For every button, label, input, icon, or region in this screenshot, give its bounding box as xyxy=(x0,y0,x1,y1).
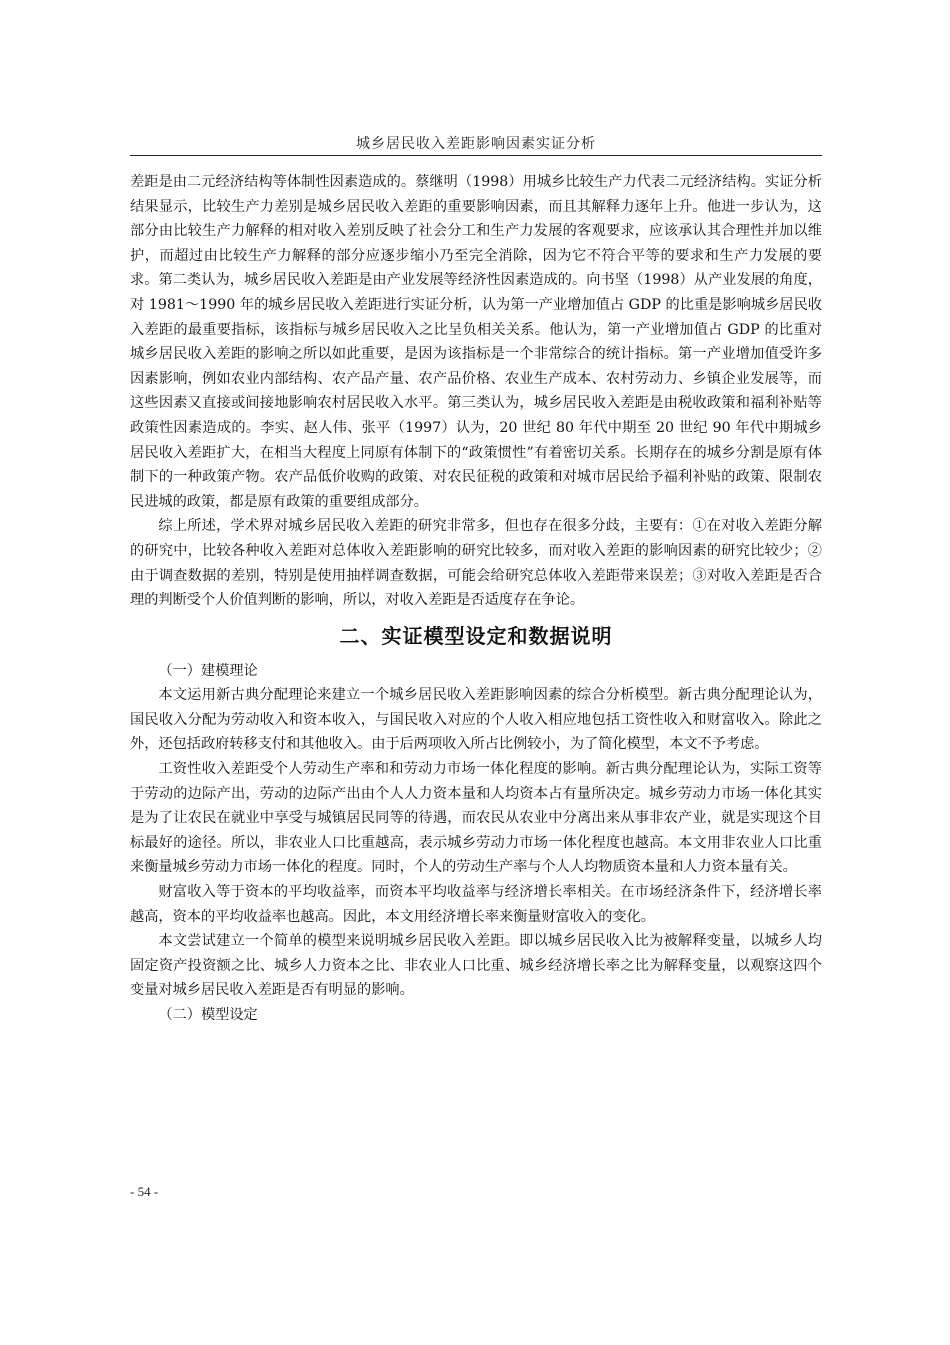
paragraph-5: 财富收入等于资本的平均收益率，而资本平均收益率与经济增长率相关。在市场经济条件下，经济增长率越高，资本的平均收益率也越高。因此，本文用经济增长率来衡量财富收入的变化。 xyxy=(130,884,822,925)
paragraph-1: 差距是由二元经济结构等体制性因素造成的。蔡继明（1998）用城乡比较生产力代表二元经济结构。实证分析结果显示，比较生产力差别是城乡居民收入差距的重要影响因素，而且其解释力逐年上升。他进一步认为，这部分由比较生产力解释的相对收入差别反映了社会分工和生产力发展的客观要求，应该承认其合理性并加以维护，而超过由比较生产力解释的部分应逐步缩小乃至完全消除，因为它不符合平等的要求和生产力发展的要求。第二类认为，城乡居民收入差距是由产业发展等经济性因素造成的。向书坚（1998）从产业发展的角度，对 1981～1990 年的城乡居民收入差距进行实证分析，认为第一产业增加值占 GDP 的比重是影响城乡居民收入差距的最重要指标，该指标与城乡居民收入之比呈负相关关系。他认为，第一产业增加值占 GDP 的比重对城乡居民收入差距的影响之所以如此重要，是因为该指标是一个非常综合的统计指标。第一产业增加值受许多因素影响，例如农业内部结构、农产品产量、农产品价格、农业生产成本、农村劳动力、乡镇企业发展等，而这些因素又直接或间接地影响农村居民收入水平。第三类认为，城乡居民收入差距是由税收政策和福利补贴等政策性因素造成的。李实、赵人伟、张平（1997）认为，20 世纪 80 年代中期至 20 世纪 90 年代中期城乡居民收入差距扩大，在相当大程度上同原有体制下的“政策惯性”有着密切关系。长期存在的城乡分割是原有体制下的一种政策产物。农产品低价收购的政策、对农民征税的政策和对城市居民给予福利补贴的政策、限制农民进城的政策，都是原有政策的重要组成部分。 xyxy=(130,174,822,510)
header-rule xyxy=(130,155,822,156)
running-head: 城乡居民收入差距影响因素实证分析 xyxy=(356,136,596,152)
subheading-model-setup: （二）模型设定 xyxy=(158,1007,258,1023)
paragraph-6: 本文尝试建立一个简单的模型来说明城乡居民收入差距。即以城乡居民收入比为被解释变量，以城乡人均固定资产投资额之比、城乡人力资本之比、非农业人口比重、城乡经济增长率之比为解释变量，以观察这四个变量对城乡居民收入差距是否有明显的影响。 xyxy=(130,933,822,999)
section-title: 二、实证模型设定和数据说明 xyxy=(339,623,613,648)
paragraph-4: 工资性收入差距受个人劳动生产率和和劳动力市场一体化程度的影响。新古典分配理论认为，实际工资等于劳动的边际产出，劳动的边际产出由个人人力资本量和人均资本占有量所决定。城乡劳动力市场一体化其实是为了让农民在就业中享受与城镇居民同等的待遇，而农民从农业中分离出来从事非农产业，就是实现这个目标最好的途径。所以，非农业人口比重越高，表示城乡劳动力市场一体化程度也越高。本文用非农业人口比重来衡量城乡劳动力市场一体化的程度。同时，个人的劳动生产率与个人人均物质资本量和人力资本量有关。 xyxy=(130,761,822,876)
subheading-modeling-theory: （一）建模理论 xyxy=(158,662,258,679)
page-number: - 54 - xyxy=(130,1184,159,1199)
body-text xyxy=(130,170,822,1028)
paragraph-2: 综上所述，学术界对城乡居民收入差距的研究非常多，但也存在很多分歧，主要有：①在对收入差距分解的研究中，比较各种收入差距对总体收入差距影响的研究比较多，而对收入差距的影响因素的研究比较少；②由于调查数据的差别，特别是使用抽样调查数据，可能会给研究总体收入差距带来误差；③对收入差距是否合理的判断受个人价值判断的影响，所以，对收入差距是否适度存在争论。 xyxy=(130,518,822,609)
paragraph-3: 本文运用新古典分配理论来建立一个城乡居民收入差距影响因素的综合分析模型。新古典分配理论认为，国民收入分配为劳动收入和资本收入，与国民收入对应的个人收入相应地包括工资性收入和财富收入。除此之外，还包括政府转移支付和其他收入。由于后两项收入所占比例较小，为了简化模型，本文不予考虑。 xyxy=(130,687,822,753)
